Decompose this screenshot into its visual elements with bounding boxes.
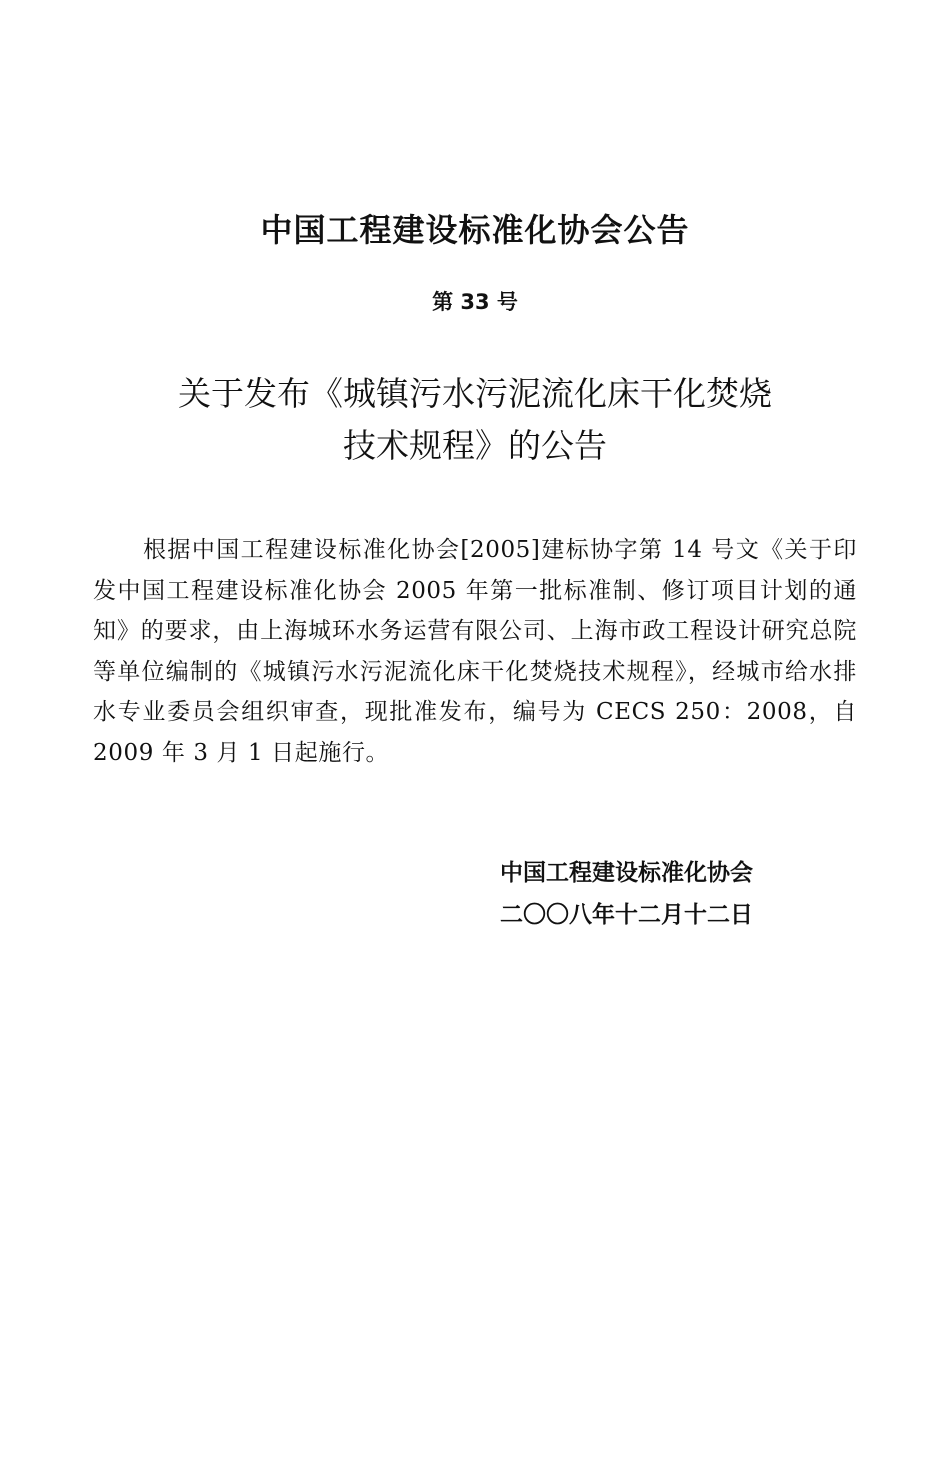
signature-block [500, 852, 753, 936]
signature-date: 二〇〇八年十二月十二日 [500, 902, 753, 928]
body-paragraph: 根据中国工程建设标准化协会[2005]建标协字第 14 号文《关于印发中国工程建设标准化协会 2005 年第一批标准制、修订项目计划的通知》的要求，由上海城环水务运营有限公司、上海市政工程设计研究总院等单位编制的《城镇污水污泥流化床干化焚烧技术规程》，经城市给水排水专业委员会组织审查，现批准发布，编号为 CECS 250：2008，自 2009 年 3 月 1 日起施行。 [93, 537, 857, 766]
notice-number: 第 33 号 [432, 290, 518, 314]
organization-title: 中国工程建设标准化协会公告 [260, 211, 690, 249]
subject-line-1: 关于发布《城镇污水污泥流化床干化焚烧 [178, 374, 772, 413]
signature-organization: 中国工程建设标准化协会 [500, 860, 753, 886]
subject-line-2: 技术规程》的公告 [343, 426, 607, 465]
subject-heading [0, 368, 950, 472]
